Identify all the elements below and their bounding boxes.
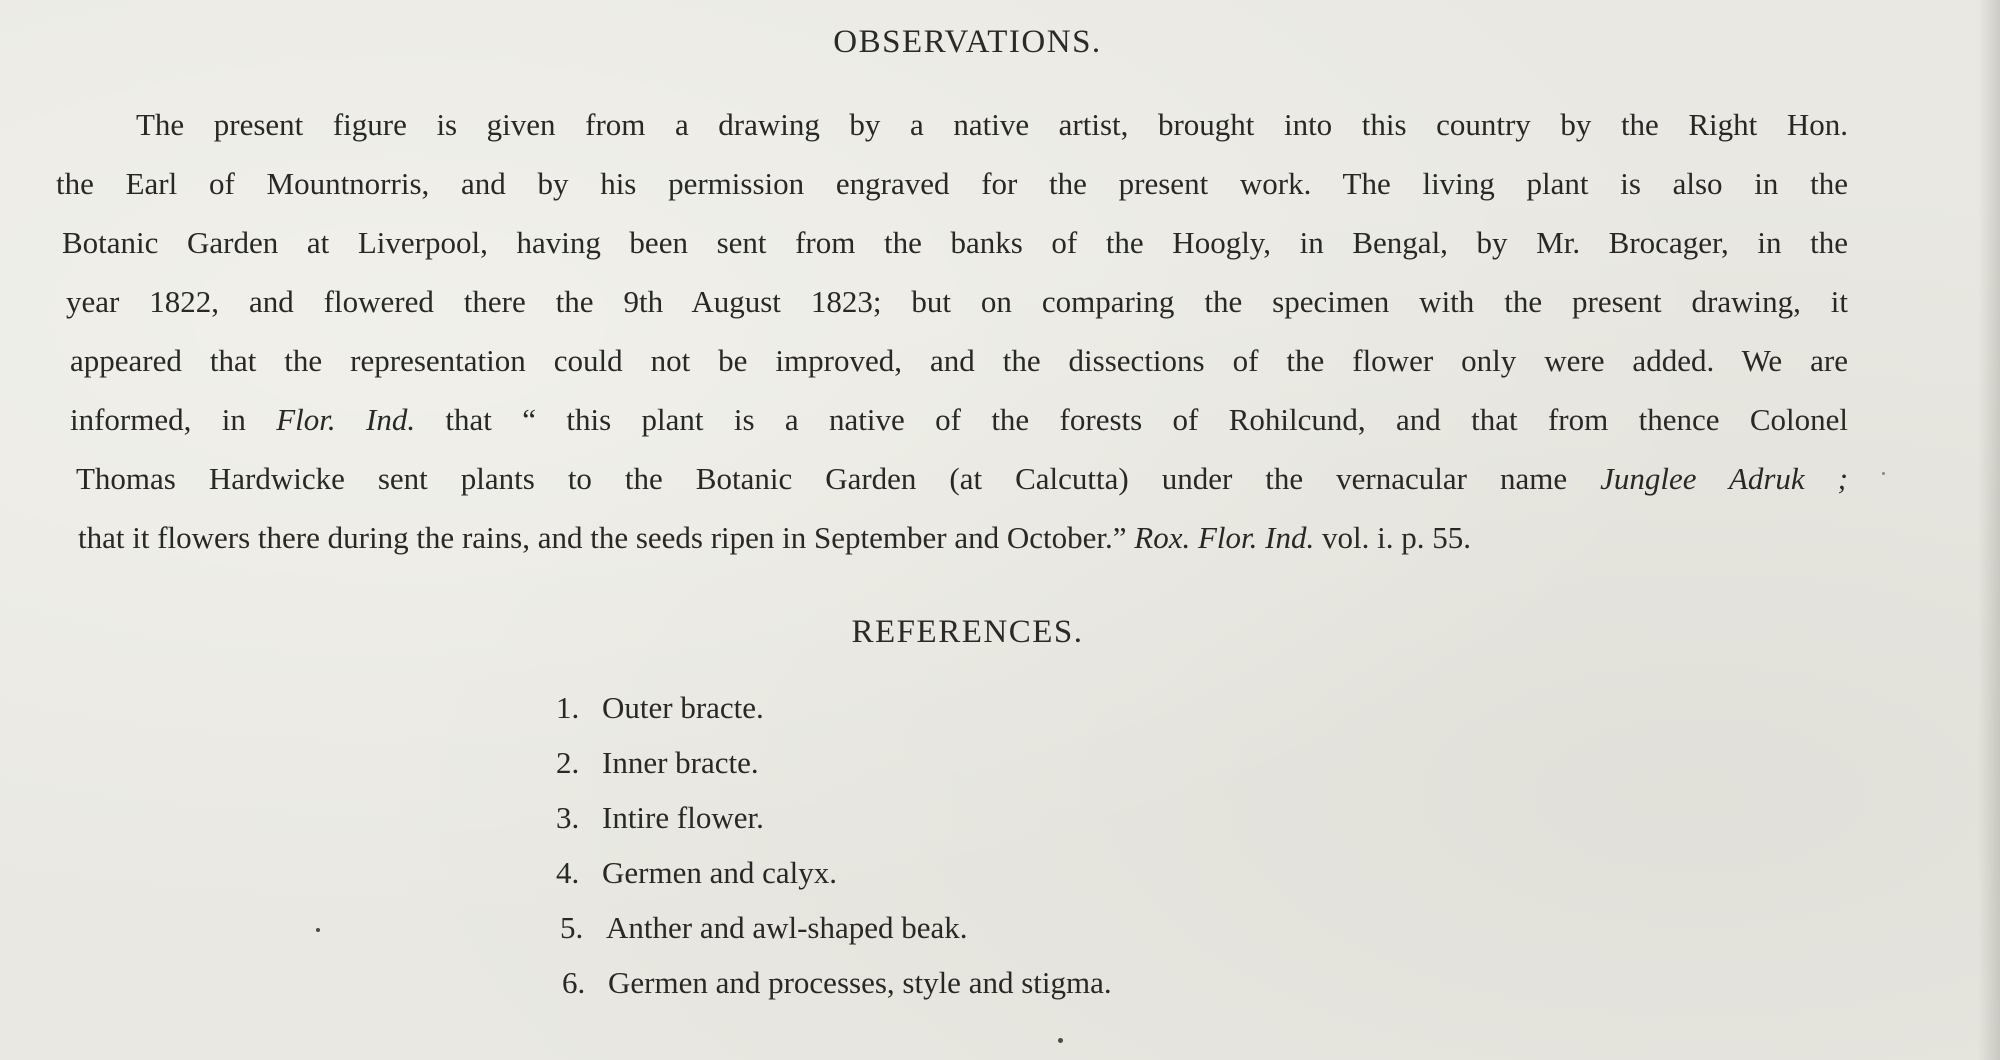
paragraph-line: The present figure is given from a drawing by a native artist, brought into this country by the Right Hon.: [136, 107, 1848, 142]
list-item: 4. Germen and calyx.: [556, 855, 837, 890]
paragraph-line: that it flowers there during the rains, and the seeds ripen in September and October.” Rox. Flor. Ind. vol. i. p. 55.: [78, 520, 1471, 555]
paper-speck: [316, 928, 320, 932]
page-edge-shadow: [1978, 0, 2000, 1060]
list-item: 5. Anther and awl-shaped beak.: [560, 910, 968, 945]
paragraph-line: informed, in Flor. Ind. that “ this plant is a native of the forests of Rohilcund, and that from thence Colonel: [70, 402, 1848, 437]
observations-heading: OBSERVATIONS.: [833, 24, 1102, 60]
paragraph-line: the Earl of Mountnorris, and by his permission engraved for the present work. The living plant is also in the: [56, 166, 1848, 201]
paragraph-line: Botanic Garden at Liverpool, having been sent from the banks of the Hoogly, in Bengal, by Mr. Brocager, in the: [62, 225, 1848, 260]
citation-italic: Rox. Flor. Ind.: [1134, 520, 1315, 555]
paragraph-line: appeared that the representation could not be improved, and the dissections of the flower only were added. We are: [70, 343, 1848, 378]
list-item: 1. Outer bracte.: [556, 690, 764, 725]
paper-speck: [1058, 1038, 1063, 1043]
paper-speck: [1882, 472, 1885, 475]
list-item: 6. Germen and processes, style and stigma.: [562, 965, 1112, 1000]
paragraph-line: year 1822, and flowered there the 9th August 1823; but on comparing the specimen with the present drawing, it: [66, 284, 1848, 319]
paragraph-line: Thomas Hardwicke sent plants to the Botanic Garden (at Calcutta) under the vernacular name Junglee Adruk ;: [76, 461, 1848, 496]
citation-italic: Flor. Ind.: [276, 402, 416, 437]
references-list: [556, 680, 1112, 1010]
observations-paragraph: [58, 95, 1848, 567]
references-heading: REFERENCES.: [851, 614, 1084, 650]
list-item: 3. Intire flower.: [556, 800, 764, 835]
list-item: 2. Inner bracte.: [556, 745, 759, 780]
vernacular-name-italic: Junglee Adruk ;: [1600, 461, 1848, 496]
